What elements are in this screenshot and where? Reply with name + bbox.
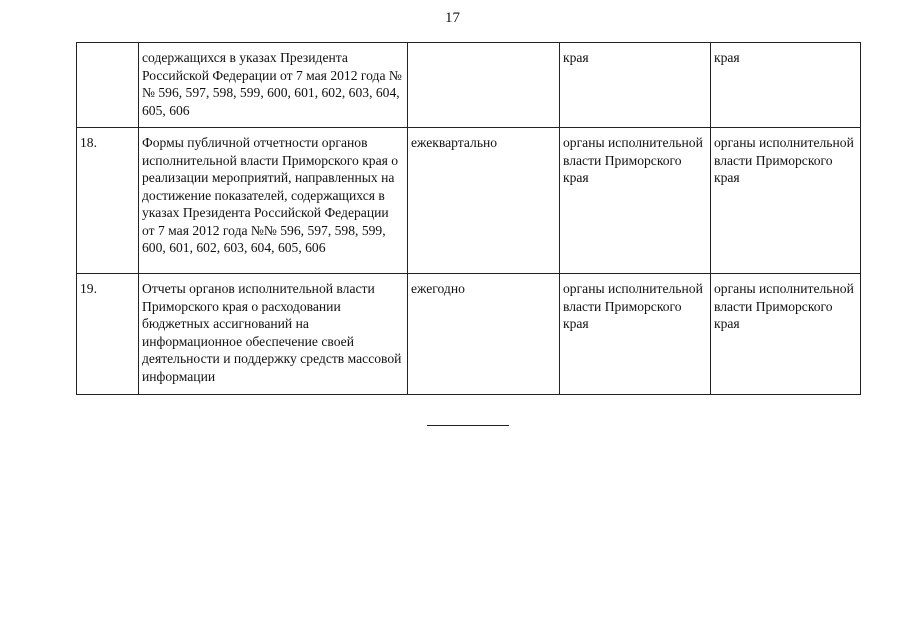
row-number-cell: 19. xyxy=(77,274,139,395)
report-name-cell: Формы публичной отчетности органов исполнительной власти Приморского края о реализации мероприятий, направленных на достижение показателей, содержащихся в указах Президента Российской Федерации от 7 мая 2012 года №№ 596, 597, 598, 599, 600, 601, 602, 603, 604, 605, 606 xyxy=(139,128,408,274)
recipient-cell: органы исполнительной власти Приморского края xyxy=(711,274,861,395)
row-number-cell: 18. xyxy=(77,128,139,274)
row-number-cell xyxy=(77,43,139,128)
report-name-cell: Отчеты органов исполнительной власти Приморского края о расходовании бюджетных ассигнований на информационное обеспечение своей деятельности и поддержку средств массовой информации xyxy=(139,274,408,395)
period-cell: ежегодно xyxy=(408,274,560,395)
report-name-cell: содержащихся в указах Президента Российской Федерации от 7 мая 2012 года №№ 596, 597, 598, 599, 600, 601, 602, 603, 604, 605, 606 xyxy=(139,43,408,128)
recipient-cell: органы исполнительной власти Приморского края xyxy=(711,128,861,274)
period-cell: ежеквартально xyxy=(408,128,560,274)
table-row xyxy=(77,274,861,395)
period-cell xyxy=(408,43,560,128)
page-number: 17 xyxy=(445,10,460,26)
reporting-table xyxy=(76,42,861,395)
responsible-cell: органы исполнительной власти Приморского края xyxy=(560,274,711,395)
responsible-cell: органы исполнительной власти Приморского края xyxy=(560,128,711,274)
table-row xyxy=(77,128,861,274)
closing-divider xyxy=(427,425,509,426)
table-row xyxy=(77,43,861,128)
recipient-cell: края xyxy=(711,43,861,128)
responsible-cell: края xyxy=(560,43,711,128)
